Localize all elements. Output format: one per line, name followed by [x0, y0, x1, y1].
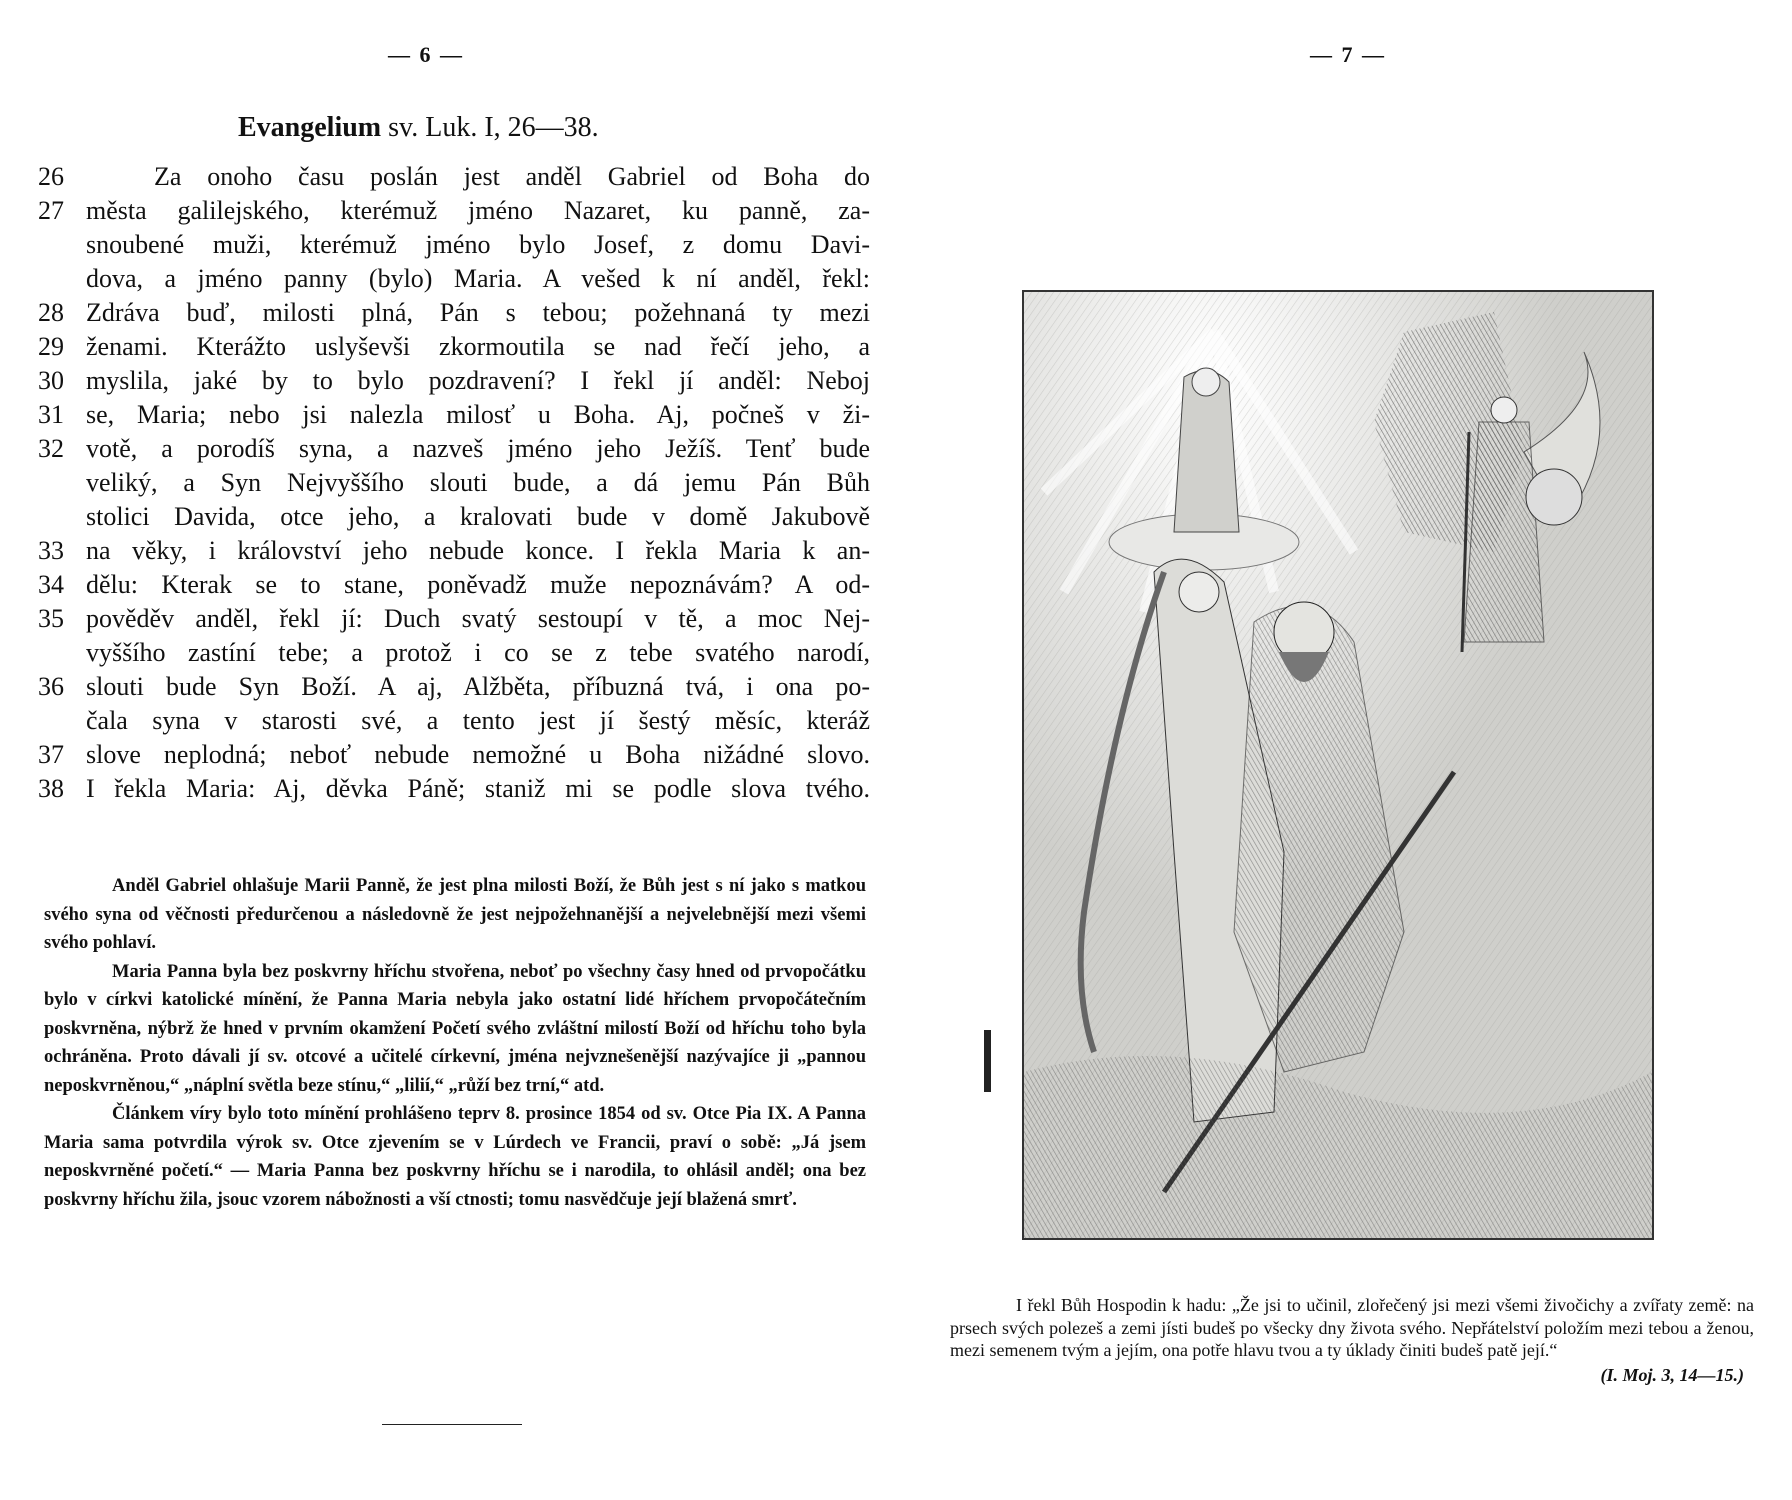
verse-number: 36 [38, 672, 64, 701]
verse-line [38, 602, 870, 636]
verse-number: 35 [38, 604, 64, 633]
verse-number: 28 [38, 298, 64, 327]
caption-text: I řekl Bůh Hospodin k hadu: „Že jsi to učinil, zlořečený jsi mezi všemi živočichy a zvířaty země: na prsech svých polezeš a zemi jísti budeš po všecky dny života svého. Nepřátelství položím mezi tebou a ženou, mezi semenem tvým a jejím, ona potře hlavu tvou a ty úklady činiti budeš patě její.“ [950, 1295, 1754, 1360]
caption-reference: (I. Moj. 3, 14—15.) [1600, 1364, 1744, 1385]
verse-line [38, 160, 870, 194]
verse-text: Za onoho času poslán jest anděl Gabriel od Boha do [154, 162, 870, 191]
verse-text: I řekla Maria: Aj, děvka Páně; staniž mi se podle slova tvého. [86, 774, 870, 803]
verse-line [38, 262, 870, 296]
verse-text: se, Maria; nebo jsi nalezla milosť u Boha. Aj, počneš v ži- [86, 400, 870, 429]
verse-number: 38 [38, 774, 64, 803]
commentary [44, 872, 866, 1214]
verse-number: 27 [38, 196, 64, 225]
verse-number: 30 [38, 366, 64, 395]
verse-text: čala syna v starosti své, a tento jest jí šestý měsíc, kteráž [86, 706, 870, 735]
verse-line [38, 364, 870, 398]
illustration-engraving [1022, 290, 1654, 1240]
verse-text: veliký, a Syn Nejvyššího slouti bude, a dá jemu Pán Bůh [86, 468, 870, 497]
page-number-left: — 6 — [388, 42, 464, 67]
margin-mark [984, 1030, 991, 1092]
gospel-title-reference: sv. Luk. I, 26—38. [381, 112, 599, 143]
commentary-paragraph: Článkem víry bylo toto mínění prohlášeno teprv 8. prosince 1854 od sv. Otce Pia IX. A Panna Maria sama potvrdila výrok sv. Otce zjevením se v Lúrdech ve Francii, praví o sobě: „Já jsem neposkvrněné početí.“ — Maria Panna bez poskvrny hříchu se i narodila, to ohlásil anděl; ona bez poskvrny hříchu žila, jsouc vzorem nábožnosti a vší ctnosti; tomu nasvědčuje její blažená smrť. [44, 1104, 866, 1210]
verse-line [38, 704, 870, 738]
verse-number: 34 [38, 570, 64, 599]
verse-text: myslila, jaké by to bylo pozdravení? I řekl jí anděl: Neboj [86, 366, 870, 395]
commentary-paragraph: Anděl Gabriel ohlašuje Marii Panně, že jest plna milosti Boží, že Bůh jest s ní jako s matkou svého syna od věčnosti předurčenou a následovně že jest nejpožehnanější a nejvelebnější mezi všemi svého pohlaví. [44, 876, 866, 953]
verse-block [38, 160, 870, 806]
verse-line [38, 296, 870, 330]
verse-line [38, 500, 870, 534]
verse-line [38, 432, 870, 466]
verse-line [38, 228, 870, 262]
verse-text: na věky, i království jeho nebude konce. I řekla Maria k an- [86, 536, 870, 565]
verse-line [38, 738, 870, 772]
end-rule [382, 1424, 522, 1425]
verse-number: 33 [38, 536, 64, 565]
verse-number: 29 [38, 332, 64, 361]
verse-line [38, 330, 870, 364]
verse-text: pověděv anděl, řekl jí: Duch svatý sestoupí v tě, a moc Nej- [86, 604, 870, 633]
illustration-caption [950, 1294, 1754, 1386]
verse-text: ženami. Kterážto uslyševši zkormoutila se nad řečí jeho, a [86, 332, 870, 361]
verse-text: dova, a jméno panny (bylo) Maria. A vešed k ní anděl, řekl: [86, 264, 870, 293]
gospel-title-bold: Evangelium [238, 112, 382, 143]
verse-line [38, 670, 870, 704]
verse-line [38, 398, 870, 432]
page-number-right: — 7 — [1310, 42, 1386, 67]
verse-line [38, 466, 870, 500]
verse-text: Zdráva buď, milosti plná, Pán s tebou; požehnaná ty mezi [86, 298, 870, 327]
verse-line [38, 772, 870, 806]
verse-text: vyššího zastíní tebe; a protož i co se z tebe svatého narodí, [86, 638, 870, 667]
verse-line [38, 194, 870, 228]
verse-number: 31 [38, 400, 64, 429]
verse-text: slouti bude Syn Boží. A aj, Alžběta, příbuzná tvá, i ona po- [86, 672, 870, 701]
verse-number: 32 [38, 434, 64, 463]
verse-text: dělu: Kterak se to stane, poněvadž muže nepoznávám? A od- [86, 570, 870, 599]
engraving-image [1024, 292, 1652, 1238]
verse-text: snoubené muži, kterémuž jméno bylo Josef, z domu Davi- [86, 230, 870, 259]
verse-line [38, 636, 870, 670]
commentary-paragraph: Maria Panna byla bez poskvrny hříchu stvořena, neboť po všechny časy hned od prvopočátku bylo v církvi katolické mínění, že Panna Maria nebyla jako ostatní lidé hříchem prvopočátečním poskvrněna, nýbrž že hned v prvním okamžení Početí svého zvláštní milostí Boží od hříchu toho byla ochráněna. Proto dávali jí sv. otcové a učitelé církevní, jména nejvznešenější nazývajíce ji „pannou neposkvrněnou,“ „náplní světla beze stínu,“ „lilií,“ „růží bez trní,“ atd. [44, 961, 866, 1096]
gospel-title [238, 112, 599, 144]
verse-text: slove neplodná; neboť nebude nemožné u Boha nižádné slovo. [86, 740, 870, 769]
verse-number: 26 [38, 162, 64, 191]
verse-text: stolici Davida, otce jeho, a kralovati bude v domě Jakubově [86, 502, 870, 531]
verse-line [38, 568, 870, 602]
verse-line [38, 534, 870, 568]
verse-text: votě, a porodíš syna, a nazveš jméno jeho Ježíš. Tenť bude [86, 434, 870, 463]
verse-number: 37 [38, 740, 64, 769]
verse-text: města galilejského, kterémuž jméno Nazaret, ku panně, za- [86, 196, 870, 225]
